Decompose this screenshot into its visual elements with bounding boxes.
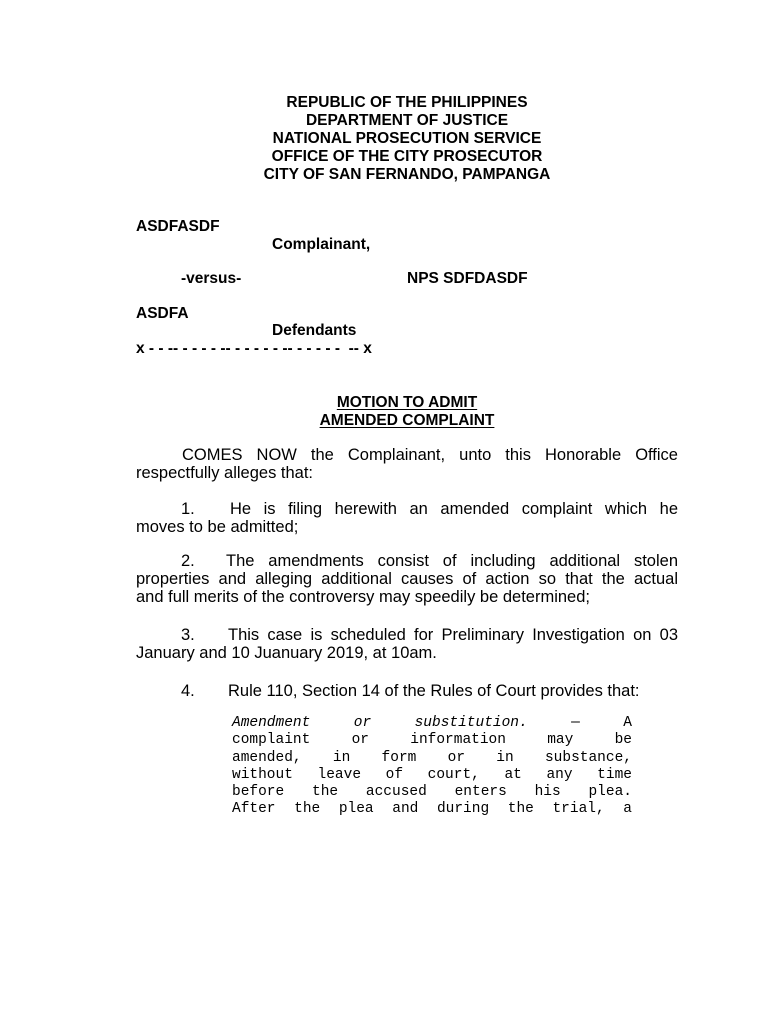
defendant-label: Defendants <box>272 322 357 339</box>
complainant-name: ASDFASDF <box>136 218 220 235</box>
item-1-line-2: moves to be admitted; <box>136 518 299 536</box>
item-3-line-2: January and 10 Juanuary 2019, at 10am. <box>136 644 437 662</box>
item-2-number: 2. <box>181 552 195 570</box>
complainant-label: Complainant, <box>272 236 371 253</box>
quote-line-2: complaint or information may be <box>232 732 632 749</box>
item-1-number: 1. <box>181 500 195 518</box>
rule-quote <box>232 715 632 819</box>
motion-title <box>0 394 768 430</box>
versus-label: -versus- <box>181 270 242 287</box>
quote-heading: Amendment or substitution. <box>232 715 528 731</box>
header-republic: REPUBLIC OF THE PHILIPPINES <box>286 94 528 111</box>
quote-line-1 <box>232 715 632 732</box>
item-4-line-1: Rule 110, Section 14 of the Rules of Court provides that: <box>228 682 640 700</box>
item-3-number: 3. <box>181 626 195 644</box>
quote-line-5: before the accused enters his plea. <box>232 784 632 801</box>
item-4-number: 4. <box>181 682 195 700</box>
item-2-line-2: properties and alleging additional causes of action so that the actual <box>136 570 678 588</box>
item-2-line-3: and full merits of the controversy may speedily be determined; <box>136 588 590 606</box>
item-1-paragraph <box>136 500 678 536</box>
quote-line-4: without leave of court, at any time <box>232 766 632 783</box>
item-1-line-1: He is filing herewith an amended complaint which he <box>230 500 678 518</box>
item-3-paragraph <box>136 626 678 662</box>
item-2-paragraph <box>136 552 678 606</box>
case-number: NPS SDFDASDF <box>407 270 528 287</box>
caption-separator: x - - -- - - - - -- - - - - - -- - - - - - -- x <box>136 340 372 357</box>
intro-line-1: COMES NOW the Complainant, unto this Honorable Office <box>182 446 678 464</box>
intro-paragraph <box>136 446 678 482</box>
header-service: NATIONAL PROSECUTION SERVICE <box>272 130 542 147</box>
document-header <box>0 94 768 184</box>
header-city: CITY OF SAN FERNANDO, PAMPANGA <box>263 166 551 183</box>
intro-line-2: respectfully alleges that: <box>136 464 314 482</box>
quote-line-3: amended, in form or in substance, <box>232 749 632 766</box>
title-line-2: AMENDED COMPLAINT <box>319 412 495 429</box>
quote-dash: — A <box>571 715 632 731</box>
header-office: OFFICE OF THE CITY PROSECUTOR <box>271 148 543 165</box>
quote-line-6: After the plea and during the trial, a <box>232 801 632 818</box>
title-line-1: MOTION TO ADMIT <box>336 394 478 411</box>
header-department: DEPARTMENT OF JUSTICE <box>305 112 509 129</box>
item-3-line-1: This case is scheduled for Preliminary Investigation on 03 <box>228 626 678 644</box>
item-2-line-1: The amendments consist of including additional stolen <box>226 552 678 570</box>
defendant-name: ASDFA <box>136 305 189 322</box>
